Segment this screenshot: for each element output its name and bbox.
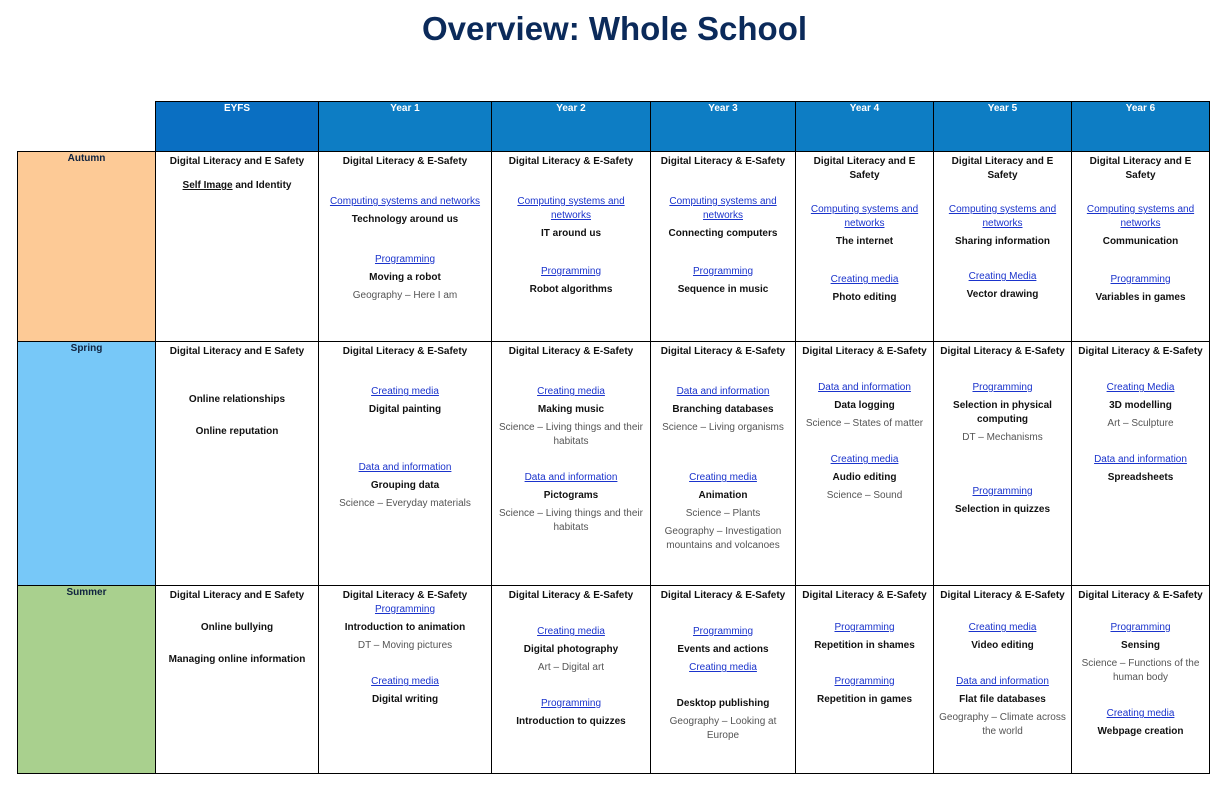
strand-link[interactable]: Creating media [830,274,899,285]
column-header-year-1: Year 1 [319,102,492,152]
strand-link[interactable]: Creating media [537,626,605,637]
cell-summer-year-3 [651,586,796,774]
cell-autumn-eyfs [156,152,319,342]
unit-title [160,179,314,193]
cross-curricular-note: Science – Sound [826,490,903,501]
strand-link[interactable]: Creating media [689,662,757,673]
column-header-year-6: Year 6 [1072,102,1210,152]
cross-curricular-note: Science – Plants [685,508,761,519]
strand-link[interactable]: Computing systems and networks [810,204,919,229]
cell-spring-eyfs [156,342,319,586]
strand-link[interactable]: Programming [692,626,754,637]
strand-link[interactable]: Computing systems and networks [669,196,777,221]
section-heading: Digital Literacy & E-Safety [660,346,786,357]
term-row-spring [18,342,1210,586]
header-row [18,102,1210,152]
unit-title: Audio editing [832,472,897,483]
cell-spring-year-6 [1072,342,1210,586]
strand-link[interactable]: Data and information [524,472,618,483]
strand-link[interactable]: Data and information [956,676,1049,687]
strand-link[interactable]: Creating media [537,386,605,397]
section-heading: Digital Literacy and E Safety [1089,156,1192,181]
unit-title: Webpage creation [1097,726,1184,737]
unit-title: Connecting computers [668,228,778,239]
unit-title: Communication [1102,236,1179,247]
cross-curricular-note: Art – Digital art [537,662,605,673]
strand-link[interactable]: Programming [692,266,754,277]
section-heading: Digital Literacy & E-Safety [940,346,1065,357]
cross-curricular-note: Science – Everyday materials [339,498,471,509]
cell-spring-year-1 [319,342,492,586]
section-heading: Digital Literacy & E-Safety [508,346,634,357]
strand-link[interactable]: Computing systems and networks [948,204,1057,229]
section-heading: Digital Literacy and E Safety [169,346,305,357]
section-heading: Digital Literacy & E-Safety [660,156,786,167]
unit-title: Introduction to quizzes [516,716,626,727]
cell-autumn-year-6 [1072,152,1210,342]
cross-curricular-note: Geography – Investigation mountains and volcanoes [664,526,782,551]
unit-title-rest: and Identity [232,180,292,191]
strand-link[interactable]: Programming [540,698,602,709]
section-heading: Digital Literacy and E Safety [813,156,916,181]
strand-link[interactable]: Creating media [689,472,757,483]
unit-title: Spreadsheets [1107,472,1174,483]
unit-title: Making music [537,404,605,415]
cell-spring-year-3 [651,342,796,586]
column-header-year-4: Year 4 [796,102,934,152]
unit-title: Desktop publishing [676,698,770,709]
strand-link[interactable]: Programming [540,266,602,277]
cross-curricular-note: Science – Living things and their habitats [499,508,643,533]
unit-title: Technology around us [351,214,459,225]
cell-autumn-year-5 [934,152,1072,342]
section-heading: Digital Literacy & E-Safety [342,346,468,357]
section-heading: Digital Literacy and E Safety [169,156,305,167]
unit-title: 3D modelling [1109,400,1172,411]
section-heading: Digital Literacy & E-Safety [342,590,468,601]
strand-link[interactable]: Programming [374,604,436,615]
strand-link[interactable]: Computing systems and networks [517,196,625,221]
cell-summer-year-2 [492,586,651,774]
term-label-spring: Spring [18,342,156,586]
section-heading: Digital Literacy & E-Safety [1078,346,1203,357]
unit-title: Repetition in shames [814,640,915,651]
cross-curricular-note: Geography – Climate across the world [939,712,1066,737]
column-header-eyfs: EYFS [156,102,319,152]
section-heading: Digital Literacy and E Safety [169,590,305,601]
strand-link[interactable]: Data and information [1094,454,1187,465]
cell-summer-year-6 [1072,586,1210,774]
cross-curricular-note: Geography – Here I am [352,290,458,301]
unit-title: Variables in games [1095,292,1186,303]
unit-title: Branching databases [672,404,774,415]
unit-title: Selection in quizzes [954,504,1051,515]
strand-link[interactable]: Programming [972,382,1033,393]
unit-title: Digital painting [368,404,442,415]
cell-spring-year-2 [492,342,651,586]
section-heading: Digital Literacy & E-Safety [1078,590,1203,601]
unit-title: IT around us [541,228,601,239]
cell-spring-year-5 [934,342,1072,586]
unit-title: Events and actions [677,644,769,655]
column-header-year-5: Year 5 [934,102,1072,152]
term-label-summer: Summer [18,586,156,774]
unit-title: Data logging [834,400,895,411]
section-heading: Digital Literacy & E-Safety [660,590,786,601]
strand-link[interactable]: Creating media [830,454,899,465]
cell-summer-eyfs [156,586,319,774]
curriculum-table [17,101,1210,774]
page-title: Overview: Whole School [421,10,808,47]
strand-link[interactable]: Programming [1110,622,1171,633]
term-label-autumn: Autumn [18,152,156,342]
unit-title: Introduction to animation [344,622,466,633]
section-heading: Digital Literacy & E-Safety [940,590,1065,601]
unit-title: Selection in physical computing [953,400,1052,425]
unit-title: Managing online information [168,654,306,665]
cell-autumn-year-3 [651,152,796,342]
column-header-year-2: Year 2 [492,102,651,152]
cross-curricular-note: Science – Living organisms [662,422,784,433]
section-heading: Digital Literacy & E-Safety [802,590,927,601]
unit-title: Repetition in games [816,694,912,705]
unit-title: Robot algorithms [529,284,613,295]
cell-summer-year-1 [319,586,492,774]
corner-cell [18,102,156,152]
cross-curricular-note: Science – Functions of the human body [1081,658,1200,683]
unit-title: Grouping data [370,480,440,491]
cell-summer-year-5 [934,586,1072,774]
strand-link[interactable]: Programming [972,486,1033,497]
unit-title: Photo editing [832,292,897,303]
unit-title: Digital photography [523,644,619,655]
column-header-year-3: Year 3 [651,102,796,152]
section-heading: Digital Literacy and E Safety [951,156,1054,181]
term-row-autumn [18,152,1210,342]
strand-link[interactable]: Creating media [968,622,1037,633]
unit-title: Vector drawing [966,289,1039,300]
strand-link[interactable]: Programming [1110,274,1171,285]
cell-autumn-year-2 [492,152,651,342]
strand-link[interactable]: Creating media [371,676,439,687]
strand-link[interactable]: Data and information [818,382,911,393]
unit-title: Moving a robot [369,272,441,283]
unit-title: Sequence in music [677,284,769,295]
unit-title: Online bullying [200,622,274,633]
unit-title: Pictograms [543,490,599,501]
strand-link[interactable]: Creating media [371,386,439,397]
strand-link[interactable]: Data and information [358,462,452,473]
strand-link[interactable]: Programming [834,676,895,687]
cross-curricular-note: Art – Sculpture [1107,418,1174,429]
strand-link[interactable]: Computing systems and networks [329,196,481,207]
section-heading: Digital Literacy & E-Safety [802,346,927,357]
strand-link[interactable]: Data and information [676,386,770,397]
unit-title: Video editing [971,640,1034,651]
cell-autumn-year-1 [319,152,492,342]
cell-spring-year-4 [796,342,934,586]
cell-summer-year-4 [796,586,934,774]
cross-curricular-note: DT – Moving pictures [357,640,453,651]
strand-link[interactable]: Creating media [1106,708,1175,719]
unit-title-underlined: Self Image [182,180,233,191]
cell-autumn-year-4 [796,152,934,342]
strand-link[interactable]: Creating Media [1106,382,1175,393]
strand-link[interactable]: Programming [834,622,895,633]
unit-title: Online relationships [188,394,286,405]
section-heading: Digital Literacy & E-Safety [342,156,468,167]
term-row-summer [18,586,1210,774]
unit-title: Animation [698,490,748,501]
section-heading: Digital Literacy & E-Safety [508,590,634,601]
strand-link[interactable]: Creating Media [968,271,1037,282]
unit-title: Flat file databases [959,694,1046,705]
cross-curricular-note: Science – States of matter [805,418,924,429]
unit-title: The internet [835,236,894,247]
section-heading: Digital Literacy & E-Safety [508,156,634,167]
unit-title: Online reputation [195,426,279,437]
strand-link[interactable]: Computing systems and networks [1086,204,1195,229]
unit-title: Sensing [1121,640,1160,651]
unit-title: Digital writing [371,694,439,705]
cross-curricular-note: DT – Mechanisms [962,432,1043,443]
unit-title: Sharing information [955,236,1050,247]
strand-link[interactable]: Programming [374,254,436,265]
cross-curricular-note: Science – Living things and their habitats [499,422,643,447]
cross-curricular-note: Geography – Looking at Europe [669,716,777,741]
